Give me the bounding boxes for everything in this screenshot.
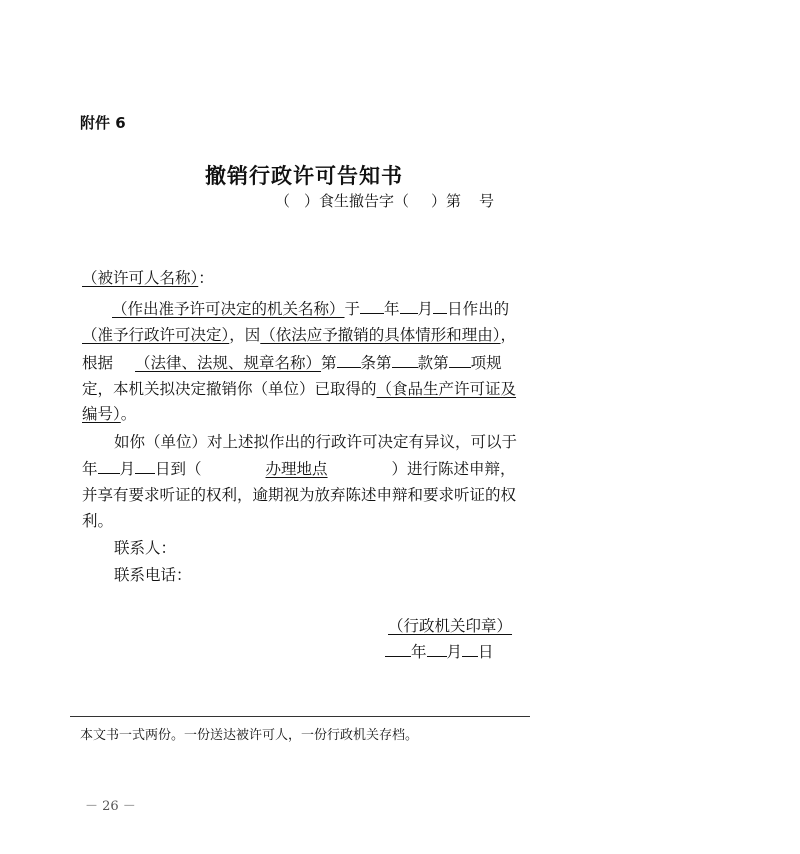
day2-blank (135, 458, 155, 474)
document-title: 撤销行政许可告知书 (205, 164, 403, 188)
footnote: 本文书一式两份。一份送达被许可人，一份行政机关存档。 (80, 728, 419, 743)
para2-line4: 利。 (82, 512, 114, 530)
signature-date (385, 641, 494, 662)
text-comma: ， (500, 326, 517, 344)
text-month: 月 (417, 300, 434, 318)
reason-placeholder: （依法应予撤销的具体情形和理由） (260, 326, 501, 344)
article-blank (337, 352, 361, 368)
text-di: 第 (321, 354, 337, 372)
sign-year-blank (385, 641, 411, 657)
year-blank (360, 298, 384, 314)
footer-rule (70, 716, 530, 717)
docno-open: （ (275, 192, 291, 210)
seal-placeholder: （行政机关印章） (388, 617, 513, 635)
docno-mid: ）食生撤告字（ (304, 192, 410, 210)
license-placeholder-a: （食品生产许可证及 (376, 380, 517, 398)
text-because: ，因 (229, 326, 261, 344)
clause-blank (392, 352, 418, 368)
text-close: ）进行陈述申辩， (391, 460, 516, 478)
item-blank (449, 352, 471, 368)
salutation (82, 268, 214, 288)
license-placeholder-b: 编号） (82, 405, 121, 423)
text-kuan: 款第 (417, 354, 449, 372)
text-yu: 于 (344, 300, 361, 318)
sign-month: 月 (446, 643, 463, 661)
contact-person: 联系人： (114, 539, 177, 557)
para1-line1 (82, 298, 509, 319)
text-period: 。 (120, 405, 137, 423)
text-month2: 月 (119, 460, 136, 478)
para1-line2 (82, 325, 516, 345)
text-day-made: 日作出的 (447, 300, 510, 318)
sign-day-blank (462, 641, 478, 657)
para1-line3 (82, 352, 502, 373)
day-blank (433, 298, 447, 314)
sign-month-blank (427, 641, 447, 657)
page-number: － 26 － (85, 799, 136, 814)
text-tiao: 条第 (360, 354, 392, 372)
text-ding: 定，本机关拟决定撤销你（单位）已取得的 (82, 380, 377, 398)
seal-line (366, 616, 512, 636)
text-xiang: 项规 (470, 354, 502, 372)
place-placeholder: 办理地点 (265, 460, 328, 478)
month-blank (400, 298, 418, 314)
para1-line4 (82, 379, 516, 399)
contact-phone: 联系电话： (114, 566, 192, 584)
agency-name-placeholder: （作出准予许可决定的机关名称） (112, 300, 345, 318)
text-year2: 年 (82, 460, 98, 478)
docno-hao: 号 (479, 192, 495, 210)
decision-placeholder: （准予行政许可决定） (82, 326, 230, 344)
docno-di: ）第 (431, 192, 462, 210)
para2-line1: 如你（单位）对上述拟作出的行政许可决定有异议，可以于 (114, 433, 518, 451)
text-year: 年 (384, 300, 400, 318)
sign-year: 年 (411, 643, 427, 661)
para2-line2 (82, 458, 516, 479)
para1-line5 (82, 404, 136, 424)
text-basis: 根据 (82, 354, 114, 372)
licensee-name-placeholder: （被许可人名称） (82, 269, 199, 287)
text-day-to: 日到（ (155, 460, 202, 478)
attachment-label: 附件 6 (80, 114, 126, 132)
para2-line3: 并享有要求听证的权利，逾期视为放弃陈述申辩和要求听证的权 (82, 486, 517, 504)
document-number (275, 190, 494, 211)
month2-blank (98, 458, 120, 474)
sign-day: 日 (478, 643, 494, 661)
law-name-placeholder: （法律、法规、规章名称） (135, 354, 322, 372)
salutation-colon: ： (198, 269, 214, 287)
